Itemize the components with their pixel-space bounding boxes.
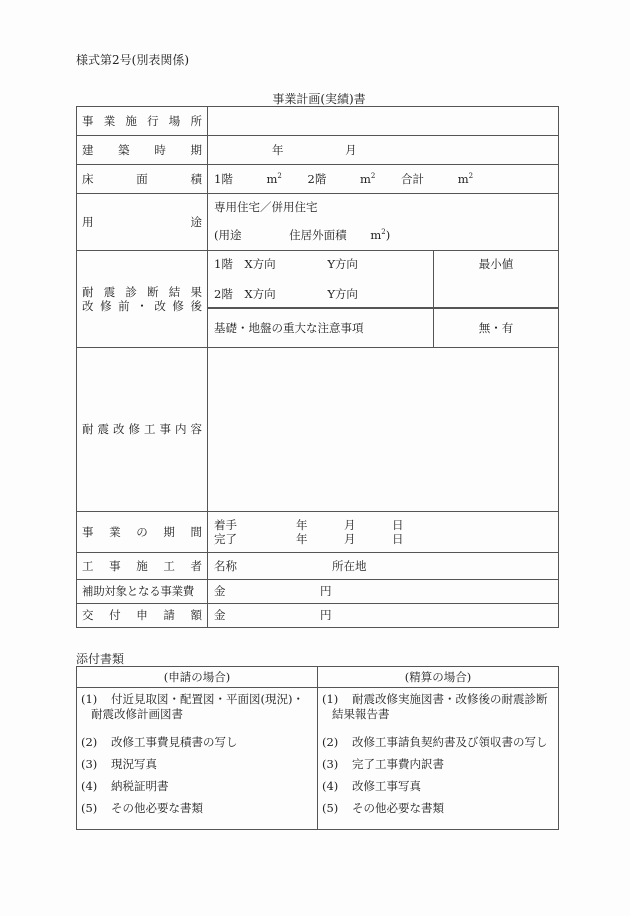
retrofit-content-field[interactable] [208, 348, 559, 512]
unit-m2 [458, 172, 473, 186]
label-char: 工 [163, 558, 175, 573]
construction-period-field[interactable] [208, 136, 559, 165]
address-label: 所在地 [332, 558, 367, 573]
floor2-label: 2階 [307, 171, 327, 186]
label-char: 行 [147, 113, 159, 128]
unit: m [360, 171, 371, 186]
item-number: (1) [322, 692, 339, 706]
label-char: ・ [136, 299, 148, 313]
item-text-continued: 結果報告書 [332, 707, 390, 721]
label-char: 事 [159, 422, 171, 437]
kin-prefix: 金 [214, 584, 226, 599]
row-seismic-diagnosis [77, 251, 559, 308]
label-grant-amount [77, 604, 208, 628]
row-construction-period [77, 136, 559, 165]
attachments-body-row [77, 688, 559, 830]
label-seismic-diagnosis [77, 251, 208, 348]
unit-sup: 2 [381, 227, 386, 236]
label-char: 診 [125, 284, 137, 299]
item-text: 納税証明書 [111, 779, 169, 793]
label-char: 所 [190, 113, 202, 128]
x-direction-label: X方向 [244, 287, 276, 302]
item-text: 耐震改修実施図書・改修後の耐震診断 [352, 692, 548, 706]
seismic-label-line1 [82, 285, 202, 299]
label-char: 額 [190, 608, 202, 623]
label-char: 場 [168, 113, 181, 128]
label-char: 果 [190, 284, 202, 299]
unit-m2 [370, 228, 390, 242]
document-title: 事業計画(実績)書 [272, 92, 366, 106]
item-number: (5) [322, 801, 339, 815]
item-number: (1) [81, 692, 98, 706]
label-usage [77, 194, 208, 251]
row-usage [77, 194, 559, 251]
item-number: (2) [81, 735, 98, 749]
project-plan-table [76, 106, 559, 628]
min-value-field[interactable] [434, 251, 559, 308]
spread-label [82, 422, 202, 436]
item-text: 改修工事費見積書の写し [111, 735, 238, 749]
unit: m [266, 171, 278, 186]
project-period-field[interactable] [208, 512, 559, 553]
application-item [81, 735, 313, 750]
settlement-item [322, 779, 554, 794]
item-number: (4) [322, 779, 339, 793]
label-char: 修 [100, 299, 112, 313]
item-text: 付近見取図・配置図・平面図(現況)・ [111, 692, 304, 706]
label-char: 修 [128, 422, 140, 437]
label-char: 改 [154, 299, 166, 313]
floor2-label: 2階 [214, 287, 233, 302]
floor1-label: 1階 [214, 257, 233, 271]
row-eligible-cost [77, 580, 559, 604]
usage-open: (用途 [214, 227, 242, 242]
label-char: 耐 [82, 422, 94, 437]
label-char: 震 [103, 284, 116, 299]
settlement-list [318, 688, 559, 830]
label-char: 内 [175, 422, 187, 437]
location-field[interactable] [208, 107, 559, 136]
yen-unit: 円 [320, 608, 332, 623]
form-number: 様式第2号(別表関係) [76, 53, 189, 67]
application-list [77, 688, 318, 830]
y-direction-label: Y方向 [327, 287, 358, 302]
year-label: 年 [296, 532, 308, 546]
start-date [214, 518, 552, 532]
end-date [214, 532, 552, 546]
non-residential-area-label: 住居外面積 [289, 227, 347, 242]
label-char: 面 [136, 171, 148, 186]
label-char: 床 [82, 171, 94, 186]
label-char: 結 [168, 284, 181, 299]
label-char: 業 [103, 113, 116, 128]
label-char: 震 [97, 422, 109, 437]
foundation-label: 基礎・地盤の重大な注意事項 [208, 308, 434, 348]
usage-detail [214, 228, 552, 242]
yen-unit: 円 [320, 584, 332, 599]
label-char: 業 [109, 524, 121, 539]
row-grant-amount [77, 604, 559, 628]
label-char: 改 [82, 299, 94, 313]
floor-area-field[interactable] [208, 165, 559, 194]
item-text: 現況写真 [111, 757, 157, 771]
label-char: 修 [172, 299, 184, 313]
label-char: 改 [113, 422, 125, 437]
day-label: 日 [392, 518, 404, 532]
unit: m [370, 227, 382, 242]
label-char: 積 [190, 171, 202, 186]
item-number: (3) [81, 757, 98, 771]
unit-sup: 2 [370, 171, 376, 180]
item-text: その他必要な書類 [111, 801, 203, 815]
item-number: (5) [81, 801, 98, 815]
row-floor-area [77, 165, 559, 194]
usage-label-right: 途 [190, 214, 202, 229]
settlement-item [322, 801, 554, 816]
label-char: 事 [82, 113, 94, 128]
contractor-field[interactable] [208, 553, 559, 580]
label-char: 時 [154, 142, 166, 157]
item-number: (4) [81, 779, 98, 793]
min-value-label: 最小値 [478, 257, 514, 271]
label-char: 施 [125, 113, 137, 128]
seismic-values-field[interactable] [208, 251, 434, 308]
spread-label [82, 525, 202, 539]
day-label: 日 [392, 532, 404, 546]
item-number: (2) [322, 735, 339, 749]
item-number: (3) [322, 757, 339, 771]
unit-m2 [360, 172, 375, 186]
unit: m [457, 171, 469, 186]
spread-label [82, 172, 202, 186]
attachments-table [76, 666, 559, 830]
x-direction-label: X方向 [244, 257, 276, 271]
label-char: 事 [82, 524, 94, 539]
label-eligible-cost: 補助対象となる事業費 [77, 580, 208, 604]
settlement-item [322, 757, 554, 772]
label-char: 工 [82, 558, 94, 573]
usage-type: 専用住宅／併用住宅 [214, 200, 318, 215]
item-text: 改修工事請負契約書及び領収書の写し [352, 735, 548, 749]
foundation-choice[interactable]: 無・有 [434, 308, 559, 348]
label-char: 事 [109, 558, 121, 573]
application-item [81, 757, 313, 772]
settlement-item [322, 692, 554, 707]
application-item [81, 801, 313, 816]
floor1-label: 1階 [214, 171, 233, 186]
label-char: 施 [136, 558, 148, 573]
row-project-period [77, 512, 559, 553]
name-label: 名称 [214, 558, 237, 573]
floor2-seismic [214, 287, 427, 301]
spread-label [82, 608, 202, 622]
label-char: 者 [190, 558, 202, 573]
row-retrofit-content [77, 348, 559, 512]
label-char: 前 [118, 299, 130, 313]
item-text-continued: 耐震改修計画図書 [91, 707, 183, 721]
label-char: 工 [144, 422, 156, 437]
grant-amount-field[interactable] [208, 604, 559, 628]
total-label: 合計 [401, 171, 425, 186]
label-char: 容 [190, 422, 202, 437]
unit-sup: 2 [468, 171, 474, 180]
label-char: 期 [190, 142, 202, 157]
item-text: 改修工事写真 [352, 779, 421, 793]
label-char: 期 [163, 524, 175, 539]
settlement-item [322, 735, 554, 750]
end-label: 完了 [214, 532, 237, 546]
kin-prefix: 金 [214, 608, 226, 623]
attachments-title: 添付書類 [76, 652, 125, 666]
application-item [81, 692, 313, 707]
label-char: 建 [82, 142, 94, 157]
year-label: 年 [272, 142, 284, 157]
row-contractor [77, 553, 559, 580]
label-contractor [77, 553, 208, 580]
application-header: (申請の場合) [77, 667, 318, 688]
spread-label [82, 215, 202, 229]
label-char: 耐 [82, 284, 94, 299]
settlement-header: (精算の場合) [318, 667, 559, 688]
unit-m2 [266, 172, 281, 186]
label-char: 断 [147, 284, 159, 299]
label-retrofit-content [77, 348, 208, 512]
spread-label [82, 143, 202, 157]
y-direction-label: Y方向 [327, 257, 358, 271]
spread-label [82, 114, 202, 128]
label-construction-period [77, 136, 208, 165]
close-paren: ) [385, 227, 391, 242]
application-item [81, 779, 313, 794]
label-char: 後 [190, 299, 202, 313]
spread-label [82, 559, 202, 573]
label-char: 築 [118, 142, 130, 157]
month-label: 月 [344, 532, 356, 546]
label-char: の [136, 524, 148, 539]
label-location [77, 107, 208, 136]
item-text: 完了工事費内訳書 [352, 757, 444, 771]
label-project-period [77, 512, 208, 553]
label-char: 間 [190, 524, 202, 539]
label-floor-area [77, 165, 208, 194]
eligible-cost-field[interactable] [208, 580, 559, 604]
start-label: 着手 [214, 518, 237, 532]
item-text: その他必要な書類 [352, 801, 444, 815]
month-label: 月 [345, 142, 357, 157]
label-char: 交 [82, 608, 94, 623]
label-char: 申 [136, 608, 148, 623]
floor1-seismic [214, 257, 427, 271]
month-label: 月 [344, 518, 356, 532]
attachments-header-row [77, 667, 559, 688]
seismic-label-line2 [82, 299, 202, 313]
label-char: 付 [109, 608, 121, 623]
row-location [77, 107, 559, 136]
unit-sup: 2 [277, 171, 282, 180]
label-char: 請 [163, 608, 175, 623]
year-label: 年 [296, 518, 308, 532]
usage-field[interactable] [208, 194, 559, 251]
usage-label-left: 用 [82, 214, 94, 229]
